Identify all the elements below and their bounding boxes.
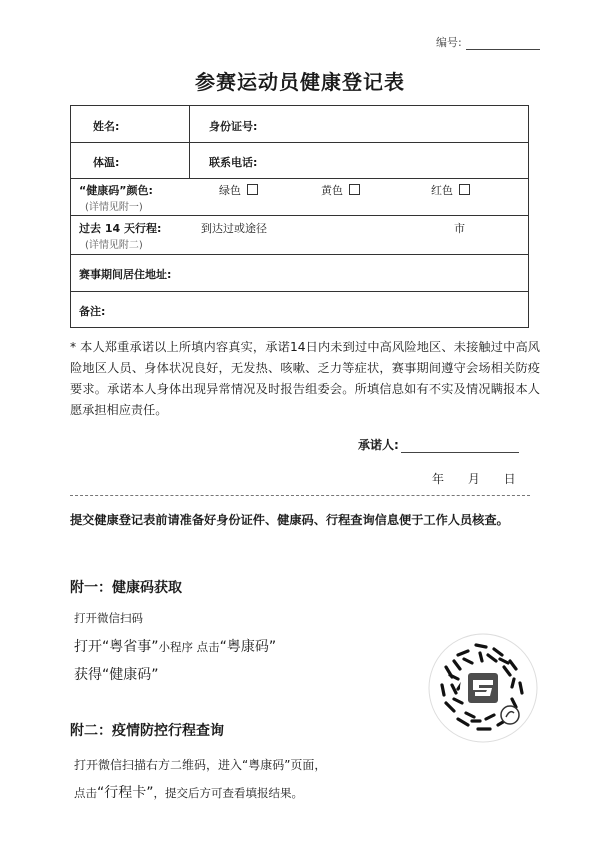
wechat-corner-icon <box>501 706 519 724</box>
yellow-label: 黄色 <box>321 184 343 197</box>
row-divider <box>71 178 528 179</box>
row-divider <box>71 254 528 255</box>
column-divider <box>189 106 190 178</box>
yellow-option[interactable] <box>321 182 360 198</box>
row-divider <box>71 142 528 143</box>
appendix1-line3 <box>74 664 159 684</box>
trip-text[interactable]: 到达过或途径 <box>201 222 267 235</box>
health-code-label: “健康码”颜色: <box>79 184 153 197</box>
remark-label[interactable]: 备注: <box>79 305 106 318</box>
checkbox-icon[interactable] <box>459 184 470 195</box>
checkbox-icon[interactable] <box>247 184 258 195</box>
serial-number <box>436 34 540 50</box>
signer-field <box>358 436 519 453</box>
city-label: 市 <box>454 222 465 235</box>
yueshengshi-text: “粤省事” <box>102 639 159 655</box>
appendix2-line2-c: ，提交后方可查看填报结果。 <box>153 786 304 800</box>
temperature-label[interactable]: 体温: <box>93 156 120 169</box>
green-option[interactable] <box>219 182 258 198</box>
appendix1-heading: 附一：健康码获取 <box>70 580 182 596</box>
trip-card-text: “行程卡” <box>97 785 154 801</box>
row-divider <box>71 215 528 216</box>
appendix2-heading: 附二：疫情防控行程查询 <box>70 723 224 739</box>
appendix2-line1: 打开微信扫描右方二维码，进入“粤康码”页面， <box>74 758 327 772</box>
checkbox-icon[interactable] <box>349 184 360 195</box>
signer-blank[interactable] <box>401 440 519 453</box>
appendix1-line2 <box>74 636 276 656</box>
notice-text: 提交健康登记表前请准备好身份证件、健康码、行程查询信息便于工作人员核查。 <box>70 513 509 527</box>
address-label[interactable]: 赛事期间居住地址: <box>79 268 172 281</box>
appendix1-line3-a: 获得 <box>74 667 102 683</box>
green-label: 绿色 <box>219 184 241 197</box>
miniprogram-logo <box>460 665 506 711</box>
health-code-sub: (详情见附一) <box>85 202 143 213</box>
health-code-text: “健康码” <box>102 667 159 683</box>
appendix2-line2 <box>74 782 303 802</box>
trip-label: 过去 14 天行程: <box>79 222 162 235</box>
trip-sub: (详情见附二) <box>85 240 143 251</box>
pledge-text: * 本人郑重承诺以上所填内容真实，承诺14日内未到过中高风险地区、未接触过中高风险地区人员、身体状况良好，无发热、咳嗽、乏力等症状，赛事期间遵守会场相关防疫要求。承诺本人身体出现异常情况及时报告组委会。所填信息如有不实及情况瞒报本人愿承担相应责任。 <box>70 340 540 417</box>
date-field: 年 月 日 <box>432 472 516 486</box>
phone-label[interactable]: 联系电话: <box>209 156 258 169</box>
health-form-table <box>70 105 529 328</box>
signer-label: 承诺人: <box>358 438 399 452</box>
page-title: 参赛运动员健康登记表 <box>195 70 405 94</box>
appendix1-line2-c: 小程序 点击 <box>158 640 220 654</box>
serial-label: 编号: <box>436 36 462 49</box>
appendix2-line2-a: 点击 <box>74 786 97 800</box>
serial-blank[interactable] <box>466 39 540 50</box>
red-option[interactable] <box>431 182 470 198</box>
yuekangma-text: “粤康码” <box>219 639 277 655</box>
appendix1-line1: 打开微信扫码 <box>74 611 143 625</box>
dashed-divider <box>70 495 530 496</box>
row-divider <box>71 291 528 292</box>
red-label: 红色 <box>431 184 453 197</box>
id-number-label[interactable]: 身份证号: <box>209 120 258 133</box>
wechat-miniprogram-qr-icon[interactable] <box>428 633 538 743</box>
name-label[interactable]: 姓名: <box>93 120 120 133</box>
appendix1-line2-a: 打开 <box>74 639 102 655</box>
